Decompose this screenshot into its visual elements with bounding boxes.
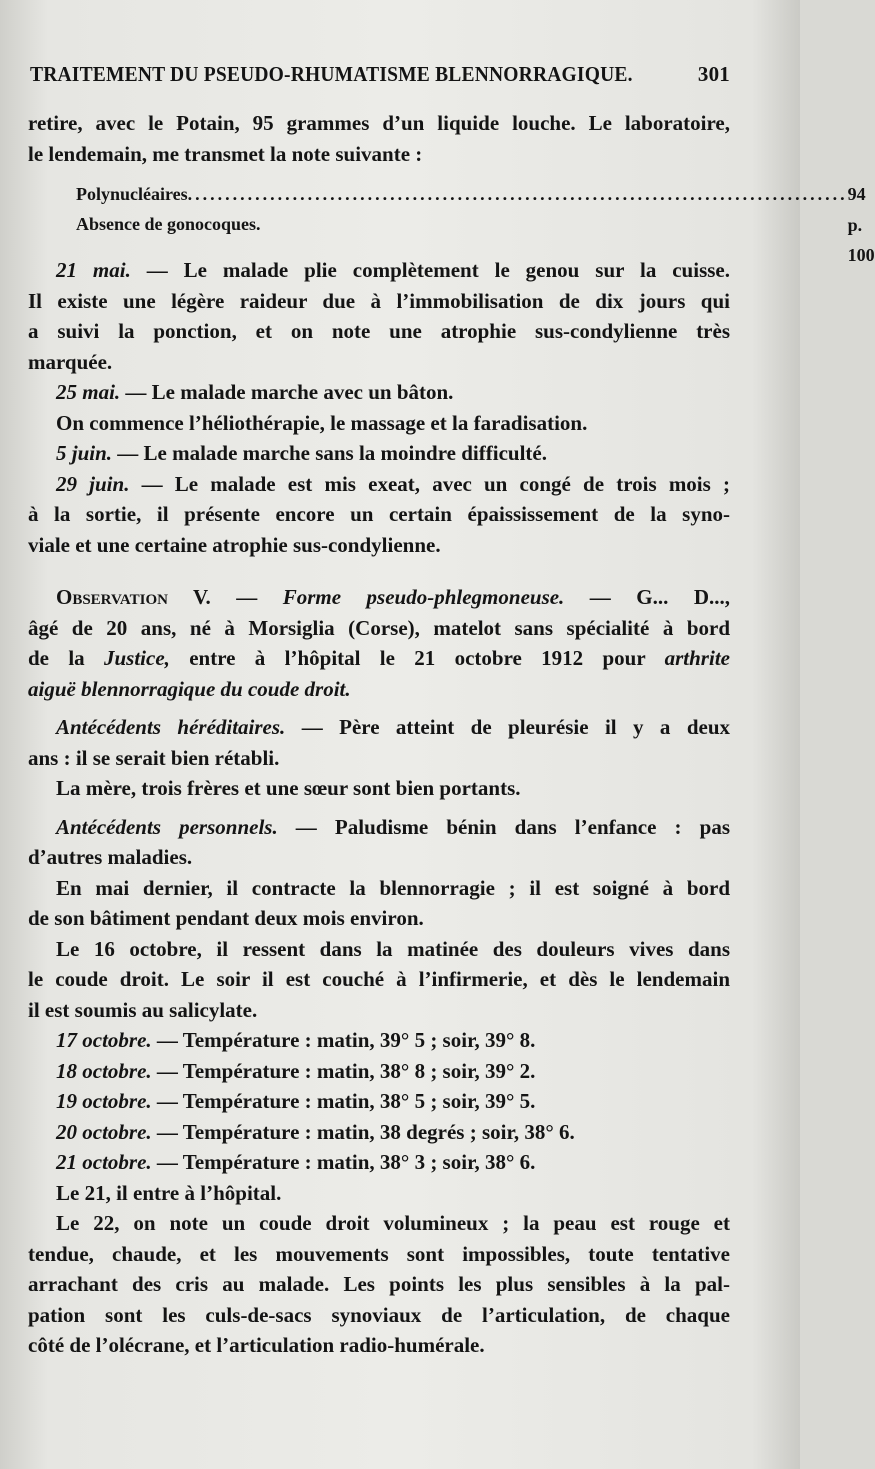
text-line: arrachant des cris au malade. Les points les plus sensibles à la pal- [28, 1272, 730, 1296]
lab-label: Polynucléaires [76, 184, 188, 204]
page-number: 301 [697, 62, 730, 86]
text-line: Il existe une légère raideur due à l’immobilisation de dix jours qui [28, 288, 730, 313]
text-line: 21 mai. — Le malade plie complètement le genou sur la cuisse. [56, 258, 730, 282]
text-line: a suivi la ponction, et on note une atrophie sus-condylienne très [28, 319, 730, 343]
text-line: d’autres maladies. [28, 845, 193, 869]
observation-heading: Observation V. — Forme pseudo-phlegmoneuse. — G... D..., [56, 585, 731, 609]
text-line: de son bâtiment pendant deux mois environ. [28, 906, 424, 930]
text-line: côté de l’olécrane, et l’articulation radio-humérale. [28, 1333, 485, 1357]
text-line: il est soumis au salicylate. [28, 997, 258, 1022]
temperature-line: 19 octobre. — Température : matin, 38° 5 ; soir, 39° 5. [56, 1089, 536, 1113]
date-label: 17 octobre. [56, 1028, 152, 1052]
text-line: On commence l’héliothérapie, le massage et la faradisation. [56, 410, 588, 435]
temperature-line: 18 octobre. — Température : matin, 38° 8 ; soir, 39° 2. [56, 1058, 536, 1083]
date-label: 18 octobre. [56, 1058, 152, 1083]
dot-leader: ........................................................................................ [187, 184, 848, 204]
text-line: La mère, trois frères et une sœur sont bien portants. [56, 776, 521, 800]
text-line: 5 juin. — Le malade marche sans la moindre difficulté. [56, 441, 547, 465]
text-line: Le 21, il entre à l’hôpital. [56, 1180, 282, 1205]
text-line: ans : il se serait bien rétabli. [28, 745, 280, 770]
text-line: de la Justice, entre à l’hôpital le 21 octobre 1912 pour arthrite [28, 646, 730, 670]
running-title: TRAITEMENT DU PSEUDO-RHUMATISME BLENNORRAGIQUE. [30, 62, 633, 86]
text-line: 25 mai. — Le malade marche avec un bâton. [56, 380, 454, 404]
lab-value: 94 p. 100 [847, 184, 875, 265]
text-line: viale et une certaine atrophie sus-condylienne. [28, 532, 441, 557]
date-label: 29 juin. [56, 471, 130, 496]
text-line: tendue, chaude, et les mouvements sont impossibles, toute tentative [28, 1241, 730, 1266]
observation-title: Forme pseudo-phlegmoneuse. [282, 585, 565, 609]
date-label: 19 octobre. [56, 1089, 152, 1113]
section-label: Antécédents personnels. [56, 814, 278, 839]
text-line: 29 juin. — Le malade est mis exeat, avec un congé de trois mois ; [56, 471, 730, 496]
text-line: marquée. [28, 349, 113, 374]
text-line: âgé de 20 ans, né à Morsiglia (Corse), matelot sans spécialité à bord [28, 615, 730, 640]
text-line: Antécédents héréditaires. — Père atteint de pleurésie il y a deux [56, 715, 730, 739]
section-label: Antécédents héréditaires. [56, 715, 286, 739]
date-label: 21 mai. [56, 258, 131, 282]
text-line: Antécédents personnels. — Paludisme bénin dans l’enfance : pas [56, 814, 730, 839]
text-line: retire, avec le Potain, 95 grammes d’un liquide louche. Le laboratoire, [28, 111, 730, 135]
running-header [30, 62, 730, 87]
text-line: aiguë blennorragique du coude droit. [28, 676, 351, 701]
text-line: le lendemain, me transmet la note suivante : [28, 141, 423, 166]
text-line: le coude droit. Le soir il est couché à l’infirmerie, et dès le lendemain [28, 967, 730, 991]
temperature-line: 17 octobre. — Température : matin, 39° 5 ; soir, 39° 8. [56, 1028, 536, 1052]
date-label: 5 juin. [56, 441, 113, 465]
text-line: Le 16 octobre, il ressent dans la matinée des douleurs vives dans [56, 936, 730, 961]
text-line: à la sortie, il présente encore un certain épaississement de la syno- [28, 502, 730, 526]
date-label: 20 octobre. [56, 1119, 152, 1144]
ship-name: Justice, [103, 646, 170, 670]
date-label: 25 mai. [56, 380, 121, 404]
text-line: pation sont les culs-de-sacs synoviaux de l’articulation, de chaque [28, 1302, 730, 1327]
lab-note: Absence de gonocoques. [76, 214, 261, 234]
body-text [28, 108, 875, 1361]
text-line: Le 22, on note un coude droit volumineux ; la peau est rouge et [56, 1211, 730, 1235]
temperature-line: 21 octobre. — Température : matin, 38° 3 ; soir, 38° 6. [56, 1150, 536, 1174]
text-line: En mai dernier, il contracte la blennorragie ; il est soigné à bord [56, 875, 730, 900]
temperature-line: 20 octobre. — Température : matin, 38 degrés ; soir, 38° 6. [56, 1119, 575, 1144]
date-label: 21 octobre. [56, 1150, 152, 1174]
observation-label: Observation V. [56, 585, 211, 609]
